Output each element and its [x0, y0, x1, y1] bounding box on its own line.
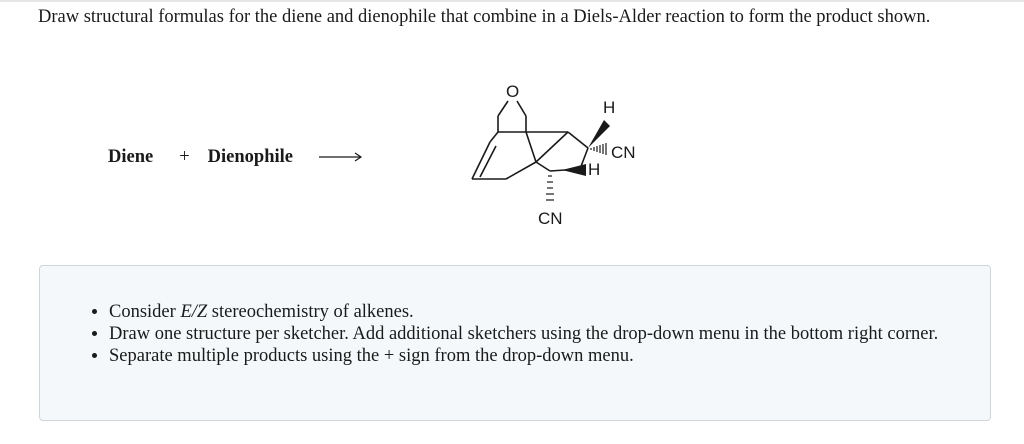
hints-panel: [39, 265, 991, 421]
question-text: Draw structural formulas for the diene and dienophile that combine in a Diels-Alder reaction to form the product shown.: [38, 7, 931, 27]
diene-label: Diene: [108, 146, 154, 167]
hydrogen-top-label: H: [603, 98, 616, 117]
hints-list: [40, 301, 989, 367]
hint-item: • Draw one structure per sketcher. Add additional sketchers using the drop-down menu in the bottom right corner.: [109, 323, 989, 345]
cyano-right-label: CN: [611, 143, 636, 162]
oxygen-atom-label: O: [506, 82, 520, 101]
hint-item: • Separate multiple products using the + sign from the drop-down menu.: [109, 345, 989, 367]
reaction-equation: [108, 144, 363, 170]
top-divider: [0, 0, 1024, 2]
hydrogen-bottom-label: H: [588, 160, 601, 179]
cyano-bottom-label: CN: [538, 209, 563, 228]
right-arrow-icon: [319, 151, 363, 163]
product-structure: [458, 76, 658, 236]
hint-item: • Consider E/Z stereochemistry of alkenes.: [109, 301, 989, 323]
plus-sign: +: [179, 146, 190, 167]
dienophile-label: Dienophile: [207, 146, 293, 167]
